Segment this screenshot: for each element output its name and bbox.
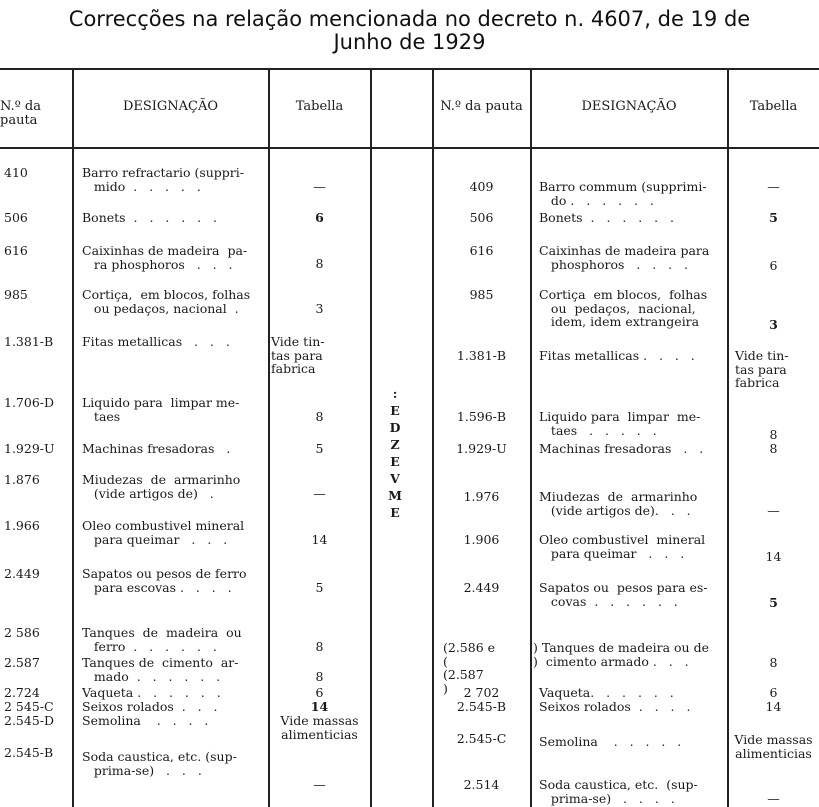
left-pauta: 1.381-B: [4, 334, 54, 349]
right-tabella: —: [767, 179, 780, 194]
right-pauta: 506: [469, 210, 494, 225]
title-line-2: Junho de 1929: [333, 30, 486, 54]
left-tabella: 14: [310, 699, 329, 714]
left-pauta: 985: [4, 287, 28, 302]
right-designacao: ) Tanques de madeira ou de ) cimento armado . . .: [533, 640, 709, 669]
title-line-1: Correcções na relação mencionada no decreto n. 4607, de 19 de: [68, 7, 751, 31]
right-tabella: 5: [769, 210, 778, 225]
left-designacao: Caixinhas de madeira pa- ra phosphoros . . .: [82, 243, 248, 272]
em-vez-de-char: M: [388, 488, 402, 503]
left-designacao: Fitas metallicas . . .: [82, 334, 230, 349]
left-tabella: 8: [315, 409, 324, 424]
right-designacao: Oleo combustivel mineral para queimar . . .: [539, 532, 706, 561]
right-designacao: Semolina . . . . .: [539, 734, 682, 749]
right-tabella: —: [767, 791, 780, 806]
left-designacao: Tanques de madeira ou ferro . . . . . .: [82, 625, 242, 654]
left-pauta: 2.724: [4, 685, 40, 700]
left-designacao: Sapatos ou pesos de ferro para escovas . . . .: [82, 566, 247, 595]
left-tabella: 8: [315, 256, 324, 271]
right-tabella: 6: [769, 258, 778, 273]
em-vez-de-char: Z: [390, 437, 400, 452]
left-designacao: Semolina . . . .: [82, 713, 209, 728]
left-designacao: Machinas fresadoras .: [82, 441, 231, 456]
right-pauta: 985: [469, 287, 494, 302]
left-designacao: Cortiça, em blocos, folhas ou pedaços, nacional .: [82, 287, 251, 316]
col-rule-1: [72, 68, 74, 807]
left-tabella: 8: [315, 639, 324, 654]
left-designacao: Bonets . . . . . .: [82, 210, 217, 225]
left-tabella: 8: [315, 669, 324, 684]
right-pauta: 2.545-C: [456, 731, 507, 746]
left-designacao: Vaqueta . . . . . .: [82, 685, 221, 700]
left-designacao: Tanques de cimento ar- mado . . . . . .: [82, 655, 239, 684]
header-right-tabella: Tabella: [749, 99, 798, 114]
right-pauta: 409: [469, 179, 494, 194]
left-tabella: —: [313, 179, 326, 194]
em-vez-de-char: D: [389, 420, 401, 435]
right-tabella: 6: [769, 685, 778, 700]
right-pauta: (2.586 e ( (2.587 ): [443, 640, 496, 696]
left-pauta: 616: [4, 243, 28, 258]
right-tabella: 5: [769, 595, 778, 610]
header-left-tabella: Tabella: [295, 99, 344, 114]
right-pauta: 1.596-B: [456, 409, 507, 424]
header-right-designacao: DESIGNAÇÃO: [581, 99, 677, 114]
left-tabella: Vide massas alimenticias: [280, 713, 359, 742]
header-bottom-rule: [0, 147, 819, 149]
right-tabella: 3: [769, 317, 778, 332]
right-designacao: Caixinhas de madeira para phosphoros . . . .: [539, 243, 710, 272]
left-tabella: —: [313, 486, 326, 501]
right-pauta: 2.449: [463, 580, 500, 595]
left-pauta: 1.929-U: [4, 441, 55, 456]
right-designacao: Fitas metallicas . . . .: [539, 348, 695, 363]
right-tabella: Vide massas alimenticias: [734, 732, 813, 761]
right-designacao: Liquido para limpar me- taes . . . . .: [539, 409, 701, 438]
right-designacao: Soda caustica, etc. (sup- prima-se) . . . .: [539, 777, 698, 806]
right-pauta: 1.929-U: [456, 441, 507, 456]
right-tabella: 14: [765, 699, 782, 714]
left-pauta: 1.876: [4, 472, 40, 487]
right-tabella: Vide tin- tas para fabrica: [735, 348, 789, 390]
right-pauta: 1.906: [463, 532, 500, 547]
header-right-pauta: N.º da pauta: [440, 99, 523, 114]
right-pauta: 616: [469, 243, 494, 258]
right-tabella: 8: [769, 441, 778, 456]
col-rule-3: [370, 68, 372, 807]
right-designacao: Sapatos ou pesos para es- covas . . . . . .: [539, 580, 708, 609]
left-pauta: 1.966: [4, 518, 40, 533]
em-vez-de-char: V: [390, 471, 400, 486]
table-top-rule: [0, 68, 819, 70]
right-tabella: 14: [765, 549, 782, 564]
left-pauta: 2 545-C: [4, 699, 54, 714]
right-pauta: 2.514: [463, 777, 500, 792]
left-designacao: Barro refractario (suppri- mido . . . . .: [82, 165, 245, 194]
right-designacao: Cortiça em blocos, folhas ou pedaços, nacional, idem, idem extrangeira: [539, 287, 708, 329]
left-designacao: Soda caustica, etc. (sup- prima-se) . . .: [82, 749, 237, 778]
left-tabella: 14: [311, 532, 328, 547]
em-vez-de-char: E: [390, 403, 400, 418]
left-tabella: 5: [315, 580, 324, 595]
left-designacao: Miudezas de armarinho (vide artigos de) .: [82, 472, 241, 501]
left-pauta: 2.587: [4, 655, 40, 670]
header-left-pauta: N.º da pauta: [0, 99, 41, 128]
left-tabella: 3: [315, 301, 324, 316]
right-designacao: Machinas fresadoras . .: [539, 441, 704, 456]
right-pauta: 2 702: [463, 685, 500, 700]
left-designacao: Liquido para limpar me- taes: [82, 395, 240, 424]
left-pauta: 1.706-D: [4, 395, 55, 410]
left-designacao: Seixos rolados . . .: [82, 699, 218, 714]
right-designacao: Vaqueta. . . . . .: [539, 685, 674, 700]
right-tabella: 8: [769, 427, 778, 442]
left-pauta: 2 586: [4, 625, 40, 640]
right-tabella: 8: [769, 655, 778, 670]
left-pauta: 410: [4, 165, 28, 180]
right-designacao: Bonets . . . . . .: [539, 210, 674, 225]
col-rule-5: [530, 68, 532, 807]
em-vez-de-char: :: [392, 386, 398, 401]
left-tabella: 6: [315, 685, 324, 700]
em-vez-de-label: [386, 385, 404, 521]
left-tabella: Vide tin- tas para fabrica: [271, 334, 325, 376]
left-designacao: Oleo combustivel mineral para queimar . . .: [82, 518, 245, 547]
left-pauta: 2.449: [4, 566, 40, 581]
left-tabella: 6: [315, 210, 324, 225]
em-vez-de-char: E: [390, 454, 400, 469]
header-left-designacao: DESIGNAÇÃO: [122, 99, 219, 114]
left-pauta: 2.545-B: [4, 745, 54, 760]
right-pauta: 2.545-B: [456, 699, 507, 714]
page-title: [0, 8, 819, 54]
right-designacao: Miudezas de armarinho (vide artigos de). . .: [539, 489, 698, 518]
right-designacao: Seixos rolados . . . .: [539, 699, 691, 714]
right-pauta: 1.976: [463, 489, 500, 504]
em-vez-de-char: E: [390, 505, 400, 520]
left-tabella: 5: [315, 441, 324, 456]
left-pauta: 506: [4, 210, 28, 225]
right-tabella: —: [767, 503, 780, 518]
left-tabella: —: [313, 777, 326, 792]
right-designacao: Barro commum (supprimi- do . . . . . .: [539, 179, 707, 208]
left-pauta: 2.545-D: [4, 713, 55, 728]
right-pauta: 1.381-B: [456, 348, 507, 363]
